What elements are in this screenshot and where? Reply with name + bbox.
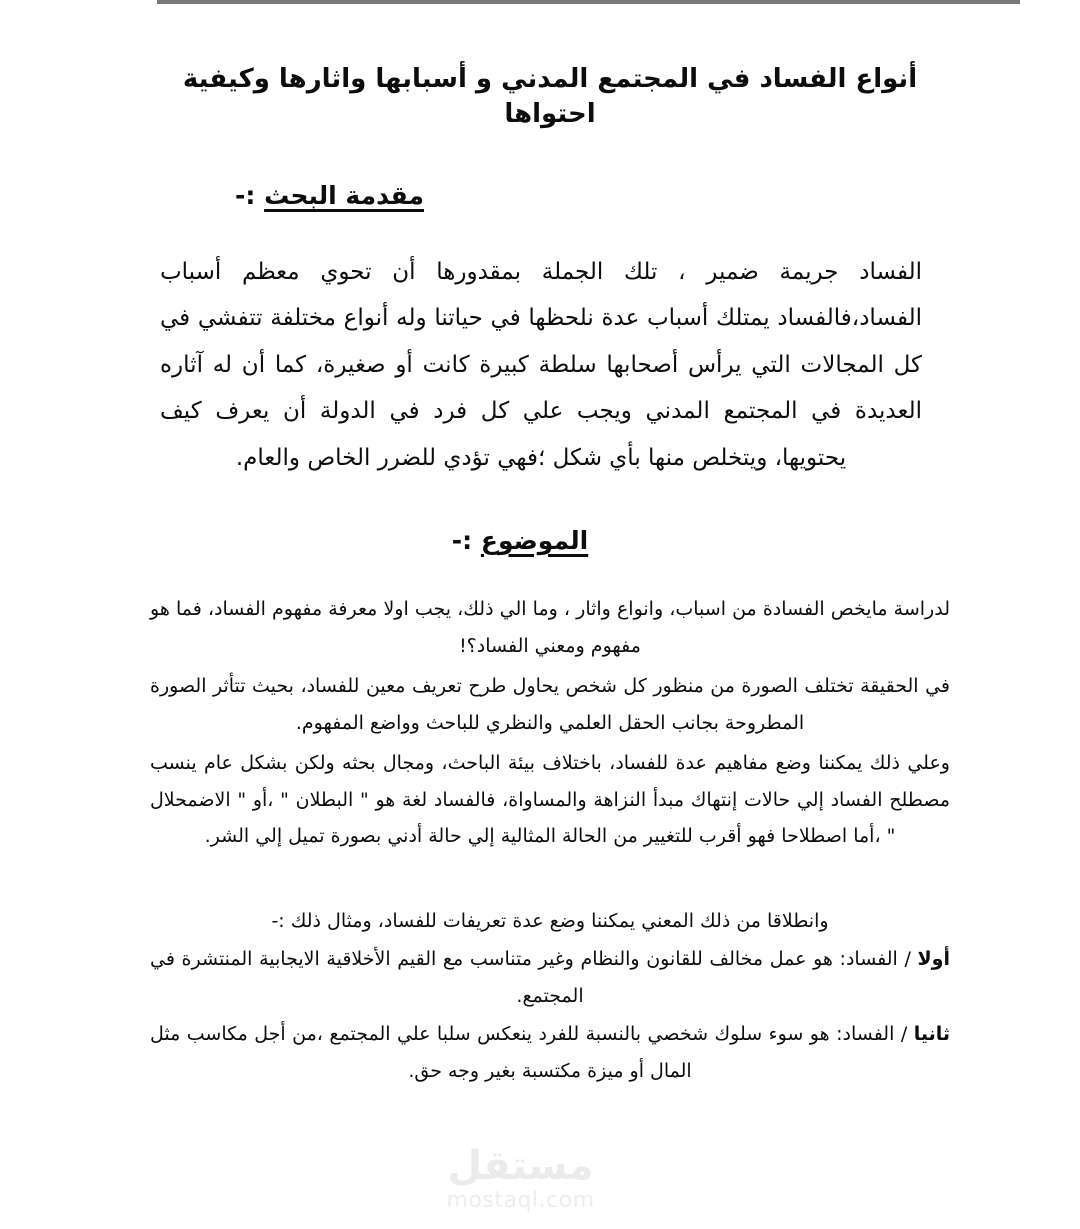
body-block-three [150, 741, 950, 854]
definition-item [150, 939, 950, 1014]
body-block-two [150, 664, 950, 741]
watermark [418, 1143, 623, 1216]
body-paragraph: لدراسة مايخص الفسادة من اسباب، وانواع واثار ، وما الي ذلك، يجب اولا معرفة مفهوم الفساد، فما هو مفهوم ومعني الفساد؟! [150, 598, 950, 657]
document-content [150, 0, 950, 1089]
section-heading-subject [150, 481, 950, 558]
definition-label: أولا [917, 948, 950, 971]
page-title: أنواع الفساد في المجتمع المدني و أسبابها واثارها وكيفية احتواها [182, 64, 918, 130]
section-heading-subject-label: الموضوع [480, 525, 589, 555]
section-heading-subject-suffix: :- [451, 525, 481, 555]
section-heading-introduction-suffix: :- [235, 181, 265, 211]
body-block-one [150, 557, 950, 664]
section-heading-introduction [150, 132, 950, 213]
definition-item [150, 1014, 950, 1089]
definition-text: / الفساد: هو عمل مخالف للقانون والنظام وغير متناسب مع القيم الأخلاقية الايجابية المنتشرة في المجتمع. [150, 948, 918, 1007]
body-paragraph: في الحقيقة تختلف الصورة من منظور كل شخص يحاول طرح تعريف معين للفساد، بحيث تتأثر الصورة المطروحة بجانب الحقل العلمي والنظري للباحث وواضع المفهوم. [150, 675, 950, 734]
section-heading-introduction-label: مقدمة البحث [264, 181, 424, 211]
definition-text: / الفساد: هو سوء سلوك شخصي بالنسبة للفرد ينعكس سلبا علي المجتمع ،من أجل مكاسب مثل المال أو ميزة مكتسبة بغير وجه حق. [150, 1023, 914, 1082]
introduction-paragraph: الفساد جريمة ضمير ، تلك الجملة بمقدورها أن تحوي معظم أسباب الفساد،فالفساد يمتلك أسباب عدة نلحظها في حياتنا وله أنواع مختلفة تتفشي في كل المجالات التي يرأس أصحابها سلطة كبيرة كانت أو صغيرة، كما أن له آثاره العديدة في المجتمع المدني ويجب علي كل فرد في الدولة أن يعرف كيف يحتويها، ويتخلص منها بأي شكل ؛فهي تؤدي للضرر الخاص والعام. [160, 258, 922, 471]
body-block-four [150, 855, 950, 939]
definitions-list [150, 939, 950, 1089]
definition-label: ثانيا [913, 1023, 950, 1046]
watermark-url: mostaql.com [446, 1188, 595, 1213]
watermark-logo-text: مستقل [447, 1143, 594, 1189]
body-paragraph: وعلي ذلك يمكننا وضع مفاهيم عدة للفساد، باختلاف بيئة الباحث، ومجال بحثه ولكن بشكل عام ينسب مصطلح الفساد إلي حالات إنتهاك مبدأ النزاهة والمساواة، فالفساد لغة هو " البطلان " ،أو " الاضمحلال " ،أما اصطلاحا فهو أقرب للتغيير من الحالة المثالية إلي حالة أدني بصورة تميل إلي الشر. [150, 752, 950, 848]
body-paragraph: وانطلاقا من ذلك المعني يمكننا وضع عدة تعريفات للفساد، ومثال ذلك :- [271, 909, 829, 932]
